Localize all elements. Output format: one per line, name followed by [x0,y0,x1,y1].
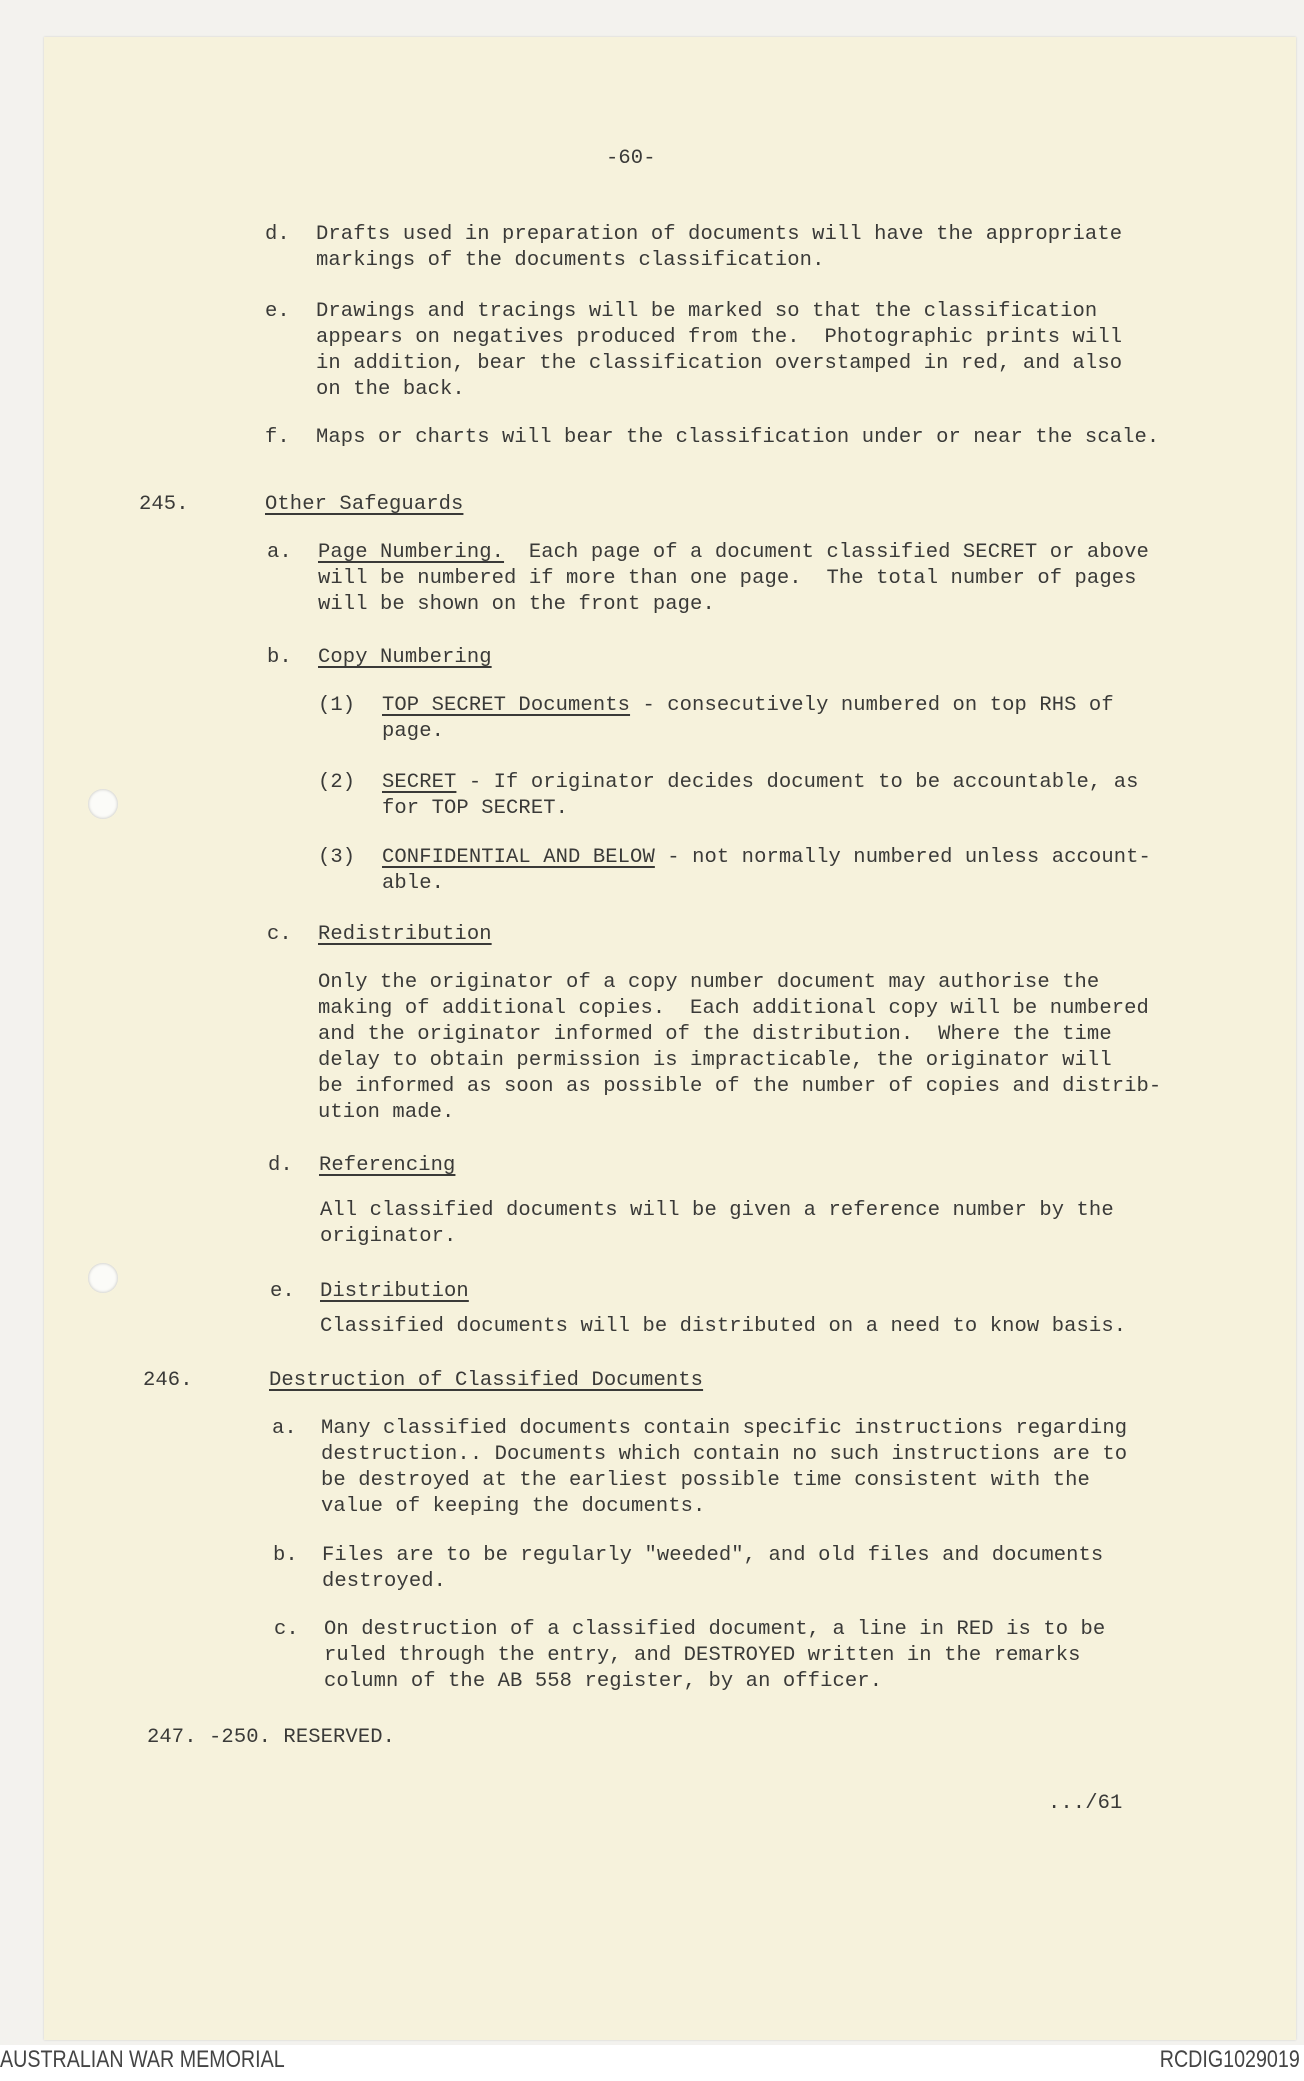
item-text: Maps or charts will bear the classification under or near the scale. [316,426,1160,449]
sub-heading: CONFIDENTIAL AND BELOW [382,846,655,869]
sub-body: - If originator decides document to be accountable, as for TOP SECRET. [382,771,1139,820]
item-letter: f. [265,426,290,449]
footer-record-id: RCDIG1029019 [1159,2046,1300,2073]
item-body: All classified documents will be given a reference number by the originator. [320,1199,1114,1248]
item-text [318,540,1149,618]
item-text: On destruction of a classified document, a line in RED is to be ruled through the entry, and DESTROYED written in the remarks column of the AB 558 register, by an officer. [324,1618,1106,1693]
sub-text [382,770,1139,822]
sub-body: - consecutively numbered on top RHS of page. [382,694,1114,743]
item-heading: Page Numbering. [318,541,505,564]
item-letter: e. [270,1280,295,1303]
item-letter: c. [267,923,292,946]
item-letter: d. [268,1154,293,1177]
item-letter: b. [273,1544,298,1567]
item-letter: e. [265,300,290,323]
sub-number: (2) [318,771,356,794]
item-letter: a. [272,1417,297,1440]
sub-number: (3) [318,846,356,869]
punch-hole [88,789,118,819]
item-body: Classified documents will be distributed on a need to know basis. [320,1315,1127,1338]
item-text: Files are to be regularly "weeded", and old files and documents destroyed. [322,1544,1104,1593]
continuation-marker: .../61 [1048,1792,1123,1815]
item-heading: Distribution [320,1280,469,1303]
section-title: Destruction of Classified Documents [269,1369,704,1392]
sub-text [382,845,1151,897]
item-body: Only the originator of a copy number document may authorise the making of additional copies. Each additional copy will be numbered and the originator informed of the distribution. Where the time delay to obtain permission is impracticable, the originator will be informed as soon as possible of the number of copies and distrib- ution made. [318,971,1162,1124]
section-title: Other Safeguards [265,493,464,516]
item-letter: d. [265,223,290,246]
sub-text [382,693,1114,745]
sub-heading: SECRET [382,771,457,794]
sub-number: (1) [318,694,356,717]
punch-hole [88,1263,118,1293]
item-heading: Redistribution [318,923,492,946]
item-text: Drawings and tracings will be marked so that the classification appears on negatives produced from the. Photographic prints will in addition, bear the classification overstamped in red, and also on the back. [316,300,1123,401]
item-body: Each page of a document classified SECRET or above will be numbered if more than one page. The total number of pages will be shown on the front page. [318,541,1149,616]
section-number: 245. [139,493,189,516]
item-letter: a. [267,541,292,564]
reserved-note: 247. -250. RESERVED. [147,1726,396,1749]
item-letter: c. [274,1618,299,1641]
item-text: Many classified documents contain specific instructions regarding destruction.. Documents which contain no such instructions are to be destroyed at the earliest possible time consistent with the value of keeping the documents. [321,1417,1128,1518]
item-letter: b. [267,646,292,669]
item-text: Drafts used in preparation of documents will have the appropriate markings of the documents classification. [316,223,1123,272]
sub-heading: TOP SECRET Documents [382,694,631,717]
footer-institution: AUSTRALIAN WAR MEMORIAL [0,2046,285,2073]
item-heading: Copy Numbering [318,646,492,669]
item-heading: Referencing [319,1154,456,1177]
section-number: 246. [143,1369,193,1392]
page-number: -60- [606,147,656,170]
sub-body: - not normally numbered unless account- able. [382,846,1151,895]
